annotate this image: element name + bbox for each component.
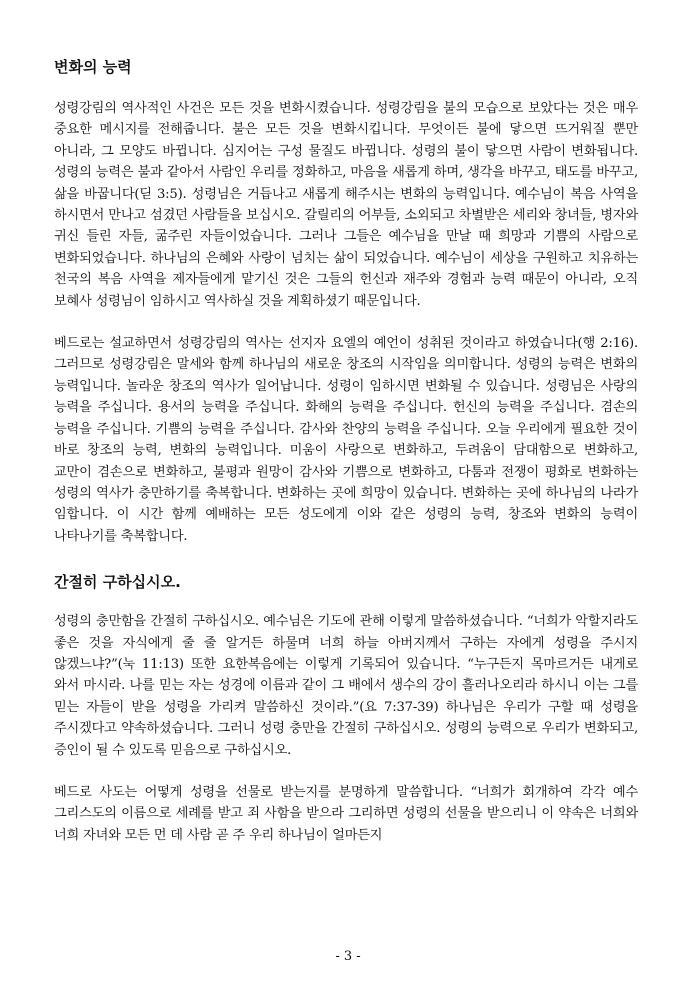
section-heading: 간절히 구하십시오. [54,573,181,592]
section-power-of-change [54,56,638,547]
document-page [54,56,638,846]
section-seek-earnestly [54,571,638,846]
paragraph: 성령의 충만함을 간절히 구하십시오. 예수님은 기도에 관해 이렇게 말씀하셨습니다. “너희가 악할지라도 좋은 것을 자식에게 줄 줄 알거든 하물며 너희 하늘 아버지께서 구하는 자에게 성령을 주시지 않겠느냐?”(눅 11:13) 또한 요한복음에는 이렇게 기록되어 있습니다. “누구든지 목마르거든 내게로 와서 마시라. 나를 믿는 자는 성경에 이름과 같이 그 배에서 생수의 강이 흘러나오리라 하시니 이는 그를 믿는 자들이 받을 성령을 가리켜 말씀하신 것이라.”(요 7:37-39) 하나님은 우리가 구할 때 성령을 주시겠다고 약속하셨습니다. 그러니 성령 충만을 간절히 구하십시오. 성령의 능력으로 우리가 변화되고, 증인이 될 수 있도록 믿음으로 구하십시오. [54,614,638,758]
page-number: - 3 - [335,949,361,964]
paragraph: 성령강림의 역사적인 사건은 모든 것을 변화시켰습니다. 성령강림을 불의 모습으로 보았다는 것은 매우 중요한 메시지를 전해줍니다. 불은 모든 것을 변화시킵니다. 무엇이든 불에 닿으면 뜨거워질 뿐만 아니라, 그 모양도 바뀝니다. 심지어는 구성 물질도 바뀝니다. 성령의 불이 닿으면 사람이 변화됩니다. 성령의 능력은 불과 같아서 사람인 우리를 정화하고, 마음을 새롭게 하며, 생각을 바꾸고, 태도를 바꾸고, 삶을 바꿉니다(딛 3:5). 성령님은 거듭나고 새롭게 해주시는 변화의 능력입니다. 예수님이 복음 사역을 하시면서 만나고 섬겼던 사람들을 보십시오. 갈릴리의 어부들, 소외되고 차별받은 세리와 창녀들, 병자와 귀신 들린 자들, 굶주린 자들이었습니다. 그러나 그들은 예수님을 만날 때 희망과 기쁨의 사람으로 변화되었습니다. 하나님의 은혜와 사랑이 넘치는 삶이 되었습니다. 예수님이 세상을 구원하고 치유하는 천국의 복음 사역을 제자들에게 맡기신 것은 그들의 헌신과 재주와 경험과 능력 때문이 아니라, 오직 보혜사 성령님이 임하시고 역사하실 것을 계획하셨기 때문입니다. [54,101,638,309]
section-heading: 변화의 능력 [54,58,132,76]
paragraph: 베드로 사도는 어떻게 성령을 선물로 받는지를 분명하게 말씀합니다. “너희가 회개하여 각각 예수 그리스도의 이름으로 세례를 받고 죄 사함을 받으라 그리하면 성령의 선물을 받으리니 이 약속은 너희와 너희 자녀와 모든 먼 데 사람 곧 주 우리 하나님이 얼마든지 [54,784,638,843]
paragraph: 베드로는 설교하면서 성령강림의 역사는 선지자 요엘의 예언이 성취된 것이라고 하였습니다(행 2:16). 그러므로 성령강림은 말세와 함께 하나님의 새로운 창조의 시작임을 의미합니다. 성령의 능력은 변화의 능력입니다. 놀라운 창조의 역사가 일어납니다. 성령이 임하시면 변화될 수 있습니다. 성령님은 사랑의 능력을 주십니다. 용서의 능력을 주십니다. 화해의 능력을 주십니다. 헌신의 능력을 주십니다. 겸손의 능력을 주십니다. 기쁨의 능력을 주십니다. 감사와 찬양의 능력을 주십니다. 오늘 우리에게 필요한 것이 바로 창조의 능력, 변화의 능력입니다. 미움이 사랑으로 변화하고, 두려움이 담대함으로 변화하고, 교만이 겸손으로 변화하고, 불평과 원망이 감사와 기쁨으로 변화하고, 다툼과 전쟁이 평화로 변화하는 성령의 역사가 충만하기를 축복합니다. 변화하는 곳에 희망이 있습니다. 변화하는 곳에 하나님의 나라가 임합니다. 이 시간 함께 예배하는 모든 성도에게 이와 같은 성령의 능력, 창조와 변화의 능력이 나타나기를 축복합니다. [54,336,638,544]
